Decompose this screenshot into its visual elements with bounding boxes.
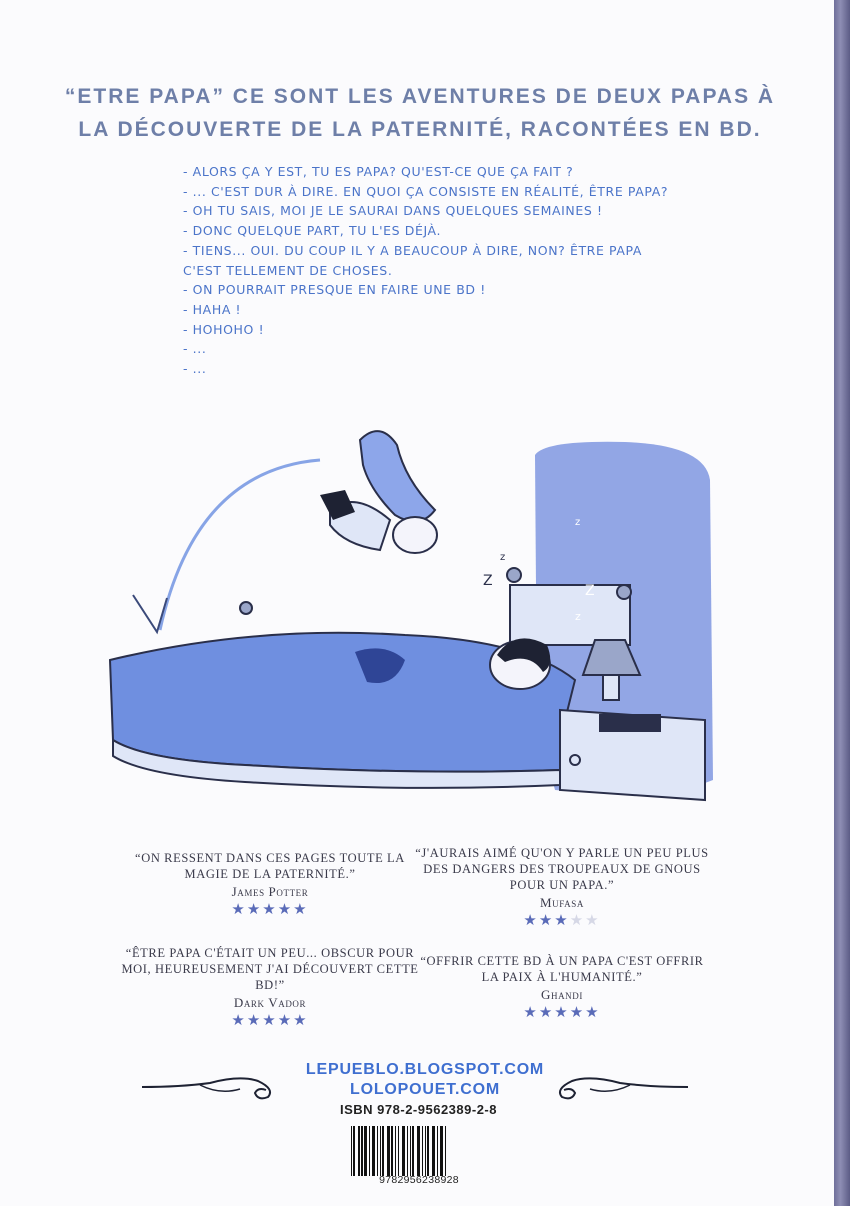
flourish-left-icon — [140, 1065, 290, 1105]
dialogue-line: - ... C'EST DUR À DIRE. EN QUOI ÇA CONSISTE EN RÉALITÉ, ÊTRE PAPA? — [183, 183, 669, 199]
barcode-bar — [395, 1126, 396, 1176]
star-icon: ★ — [538, 1005, 555, 1021]
isbn-barcode — [349, 1126, 489, 1176]
barcode-bar — [358, 1126, 360, 1176]
review-author: Dark Vador — [233, 995, 307, 1010]
review-rating — [120, 1013, 420, 1029]
star-icon: ★ — [569, 1005, 586, 1021]
star-icon: ★ — [293, 902, 309, 918]
snore-z: Z — [483, 573, 493, 589]
review-rating — [412, 913, 712, 929]
dialogue-block — [183, 162, 683, 379]
star-icon: ★ — [277, 1013, 294, 1029]
bedpost-knob — [617, 585, 631, 599]
barcode-bar — [372, 1126, 375, 1176]
review-quote: “J'AURAIS AIMÉ QU'ON Y PARLE UN PEU PLUS DES DANGERS DES TROUPEAUX DE GNOUS POUR UN PAPA.” — [415, 846, 709, 892]
star-icon: ★ — [554, 1005, 570, 1021]
star-icon: ★ — [262, 902, 278, 918]
barcode-bar — [353, 1126, 355, 1176]
review-author: James Potter — [231, 884, 309, 899]
barcode-bar — [437, 1126, 438, 1176]
barcode-bar — [417, 1126, 420, 1176]
website-links — [280, 1060, 570, 1100]
barcode-bar — [382, 1126, 384, 1176]
barcode-bar — [380, 1126, 381, 1176]
barcode-bar — [391, 1126, 393, 1176]
headline — [40, 80, 800, 146]
star-icon: ★ — [231, 1013, 247, 1029]
snore-z: z — [500, 552, 506, 563]
star-icon: ★ — [293, 1013, 309, 1029]
review-card — [412, 953, 712, 1021]
barcode-bar — [369, 1126, 370, 1176]
review-card — [412, 845, 712, 929]
barcode-bar — [407, 1126, 408, 1176]
star-icon: ★ — [523, 1005, 539, 1021]
isbn-label: ISBN 978-2-9562389-2-8 — [340, 1102, 497, 1117]
star-icon: ★ — [585, 1005, 601, 1021]
barcode-bar — [398, 1126, 399, 1176]
blog-link[interactable]: LEPUEBLO.BLOGSPOT.COM — [305, 1061, 545, 1078]
star-icon: ★ — [554, 913, 570, 929]
star-empty-icon: ★ — [585, 913, 601, 929]
dialogue-line: - HAHA ! — [183, 301, 242, 317]
barcode-bar — [432, 1126, 435, 1176]
review-card — [120, 945, 420, 1029]
lamp-base — [603, 675, 619, 700]
review-quote: “ÊTRE PAPA C'ÉTAIT UN PEU... OBSCUR POUR MOI, HEUREUSEMENT J'AI DÉCOUVERT CETTE BD!” — [121, 946, 419, 992]
dialogue-line: - ON POURRAIT PRESQUE EN FAIRE UNE BD ! — [183, 282, 486, 298]
barcode-bar — [412, 1126, 414, 1176]
book-spine — [834, 0, 850, 1206]
snore-z: z — [575, 517, 581, 528]
dialogue-line: - DONC QUELQUE PART, TU L'ES DÉJÀ. — [183, 223, 442, 239]
barcode-bar — [402, 1126, 405, 1176]
star-icon: ★ — [246, 1013, 263, 1029]
bedpost-knob — [507, 568, 521, 582]
dialogue-line: - OH TU SAIS, MOI JE LE SAURAI DANS QUELQUES SEMAINES ! — [183, 203, 603, 219]
bed-scene-illustration — [105, 420, 725, 820]
barcode-bar — [440, 1126, 443, 1176]
dialogue-line: - ... — [183, 361, 207, 377]
review-rating — [412, 1005, 712, 1021]
site-link[interactable]: LOLOPOUET.COM — [350, 1081, 500, 1098]
headline-line-1: “ETRE PAPA” CE SONT LES AVENTURES DE DEUX PAPAS À — [64, 85, 776, 108]
dialogue-line: - TIENS... OUI. DU COUP IL Y A BEAUCOUP À DIRE, NON? ÊTRE PAPA C'EST TELLEMENT DE CHOSES. — [183, 242, 647, 278]
headboard — [510, 585, 630, 645]
snore-z: Z — [585, 583, 595, 599]
review-quote: “OFFRIR CETTE BD À UN PAPA C'EST OFFRIR LA PAIX À L'HUMANITÉ.” — [420, 954, 704, 984]
book-on-nightstand — [600, 715, 660, 731]
star-icon: ★ — [538, 913, 555, 929]
barcode-bar — [410, 1126, 411, 1176]
barcode-bar — [422, 1126, 423, 1176]
star-icon: ★ — [262, 1013, 278, 1029]
dialogue-line: - ALORS ÇA Y EST, TU ES PAPA? QU'EST-CE QUE ÇA FAIT ? — [183, 164, 574, 179]
star-icon: ★ — [246, 902, 263, 918]
barcode-bar — [387, 1126, 390, 1176]
review-card — [120, 850, 420, 918]
headline-line-2: LA DÉCOUVERTE DE LA PATERNITÉ, RACONTÉES EN BD. — [78, 118, 762, 141]
barcode-bar — [377, 1126, 378, 1176]
barcode-bar — [351, 1126, 352, 1176]
star-empty-icon: ★ — [569, 913, 586, 929]
review-quote: “ON RESSENT DANS CES PAGES TOUTE LA MAGIE DE LA PATERNITÉ.” — [135, 851, 405, 881]
barcode-bar — [427, 1126, 429, 1176]
star-icon: ★ — [277, 902, 294, 918]
barcode-bar — [425, 1126, 426, 1176]
star-icon: ★ — [231, 902, 247, 918]
snore-z: z — [575, 610, 581, 623]
review-author: Mufasa — [539, 895, 584, 910]
review-rating — [120, 902, 420, 918]
barcode-bar — [445, 1126, 446, 1176]
dialogue-line: - HOHOHO ! — [183, 321, 265, 337]
barcode-number: 9782956238928 — [379, 1174, 459, 1186]
dialogue-line: - ... — [183, 341, 207, 357]
star-icon: ★ — [523, 913, 539, 929]
bedpost-knob — [240, 602, 252, 614]
barcode-bar — [364, 1126, 367, 1176]
jumping-child-face — [393, 517, 437, 553]
barcode-bar — [361, 1126, 363, 1176]
review-author: Ghandi — [541, 987, 583, 1002]
